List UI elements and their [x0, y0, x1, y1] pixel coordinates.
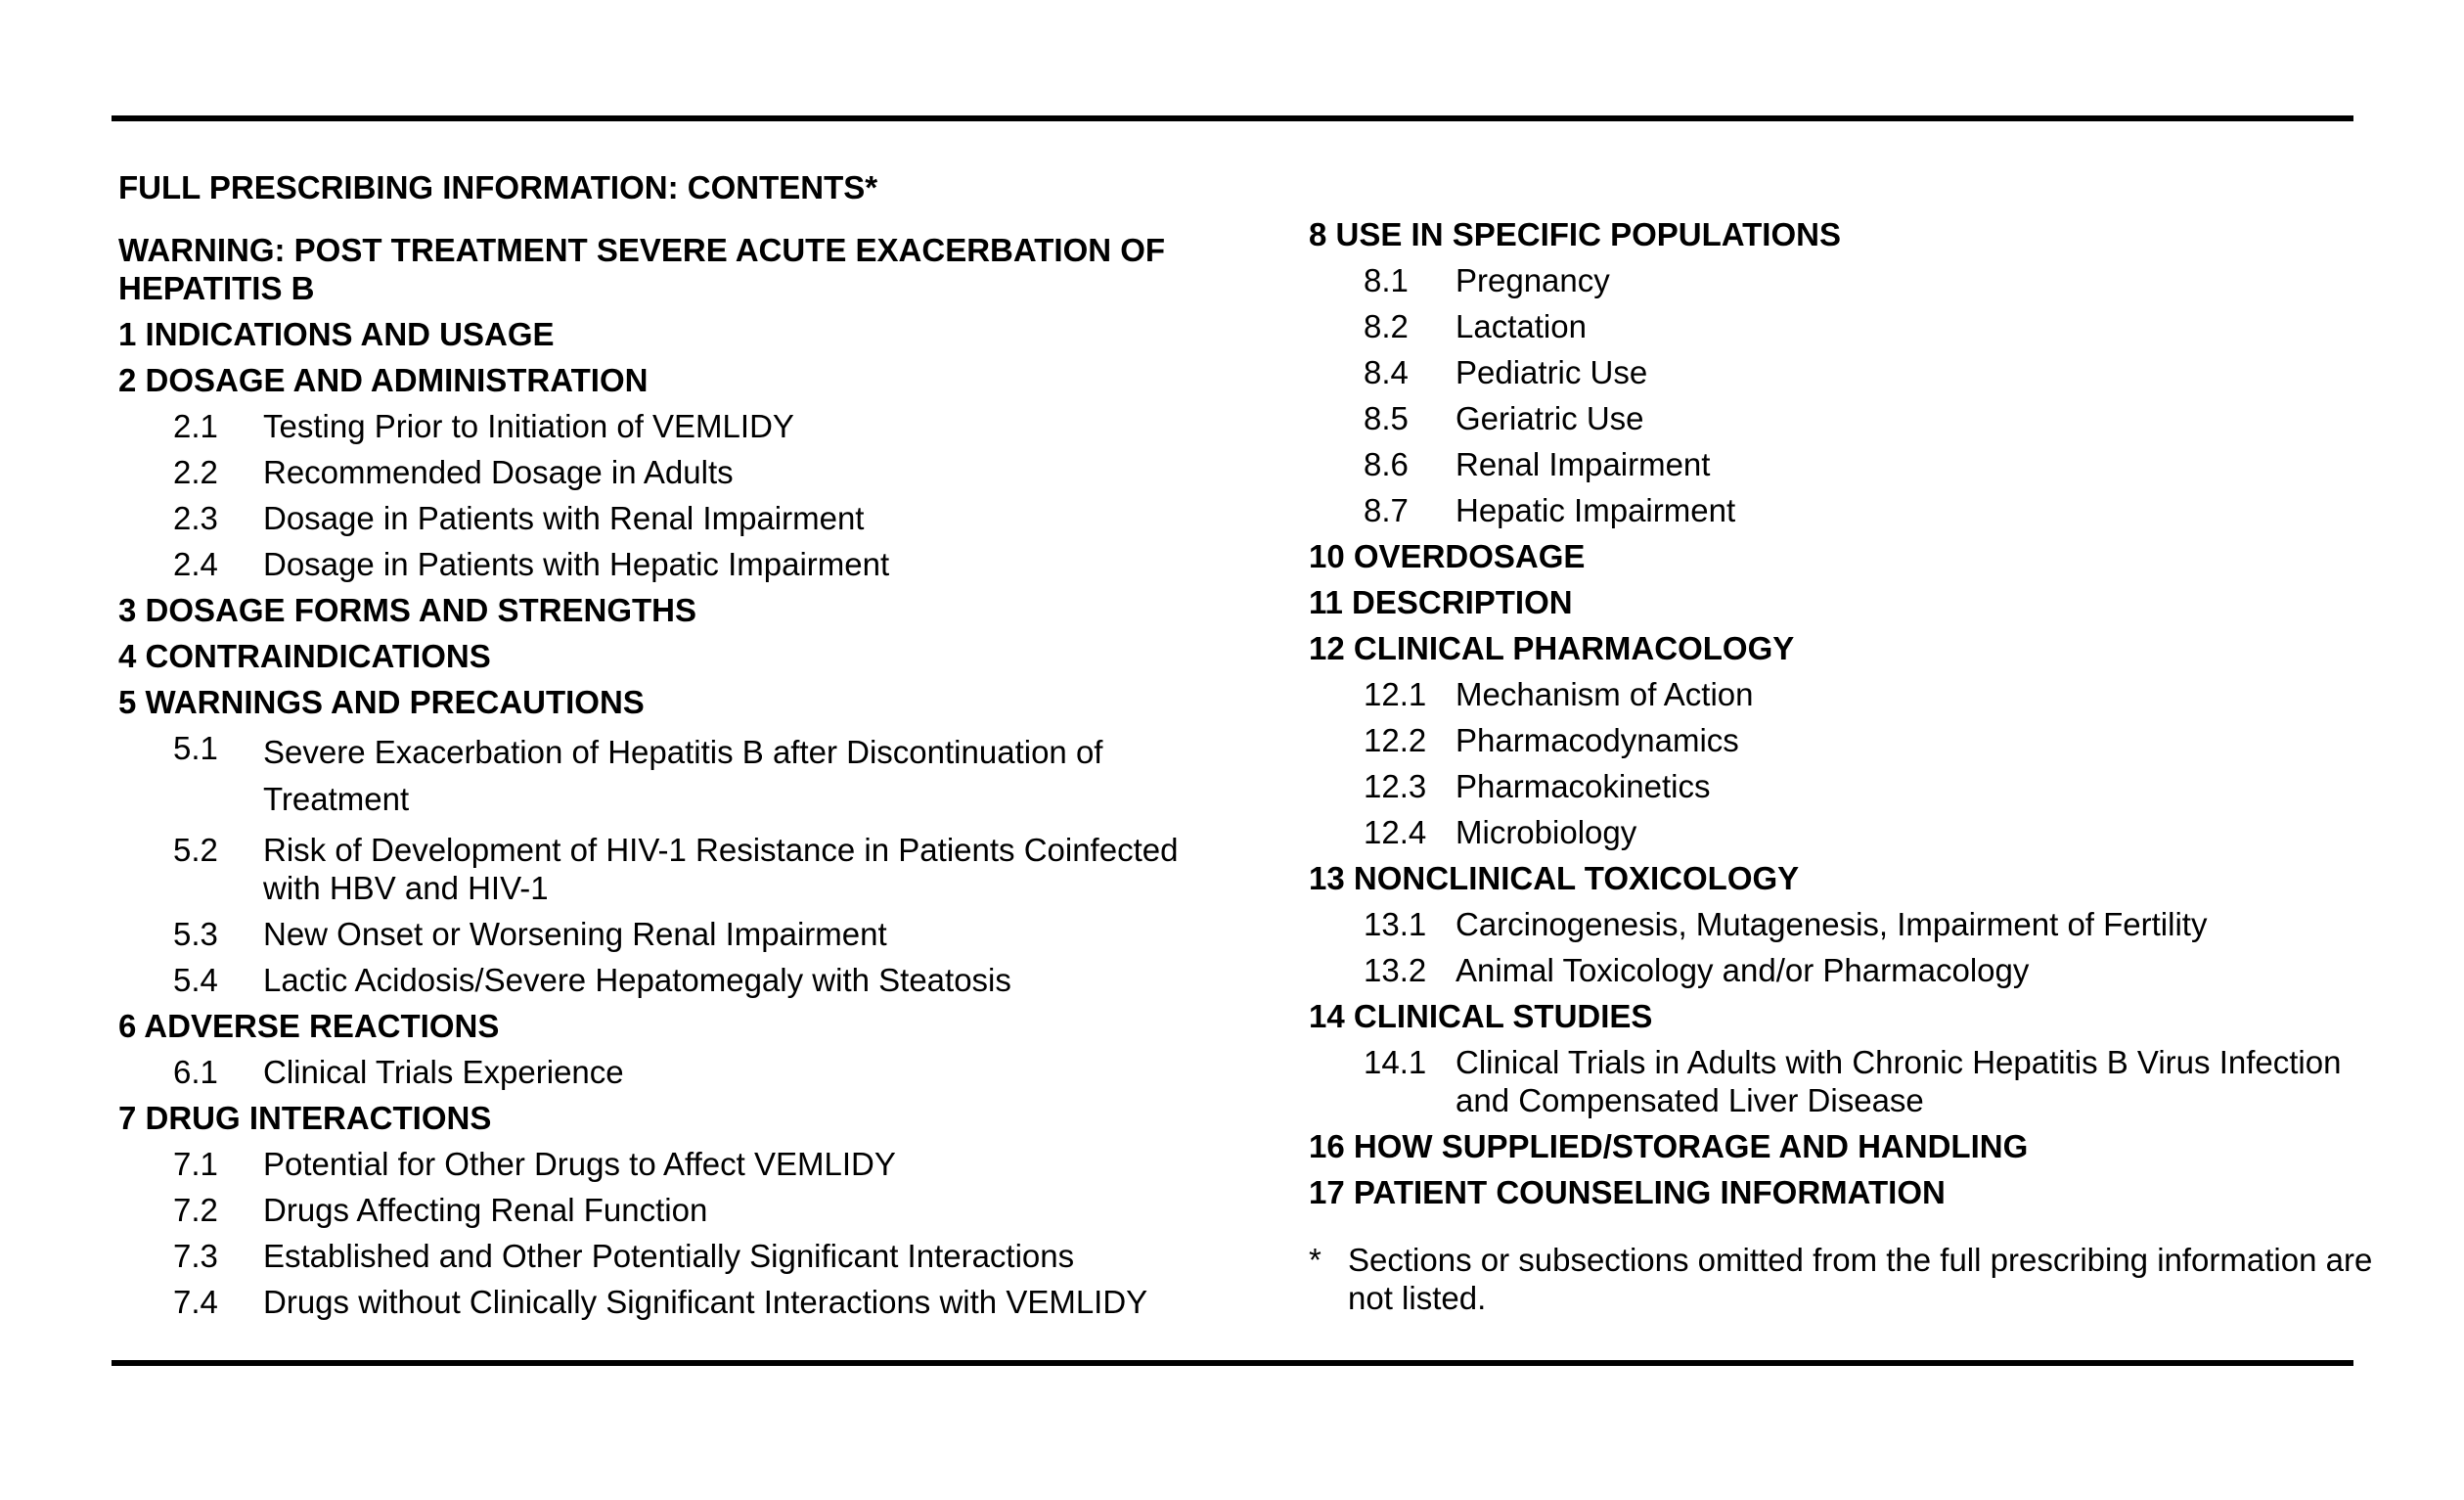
- subsection-number: 8.6: [1364, 446, 1409, 482]
- section-label: 16 HOW SUPPLIED/STORAGE AND HANDLING: [1309, 1128, 2029, 1164]
- subsection-label: Lactation: [1456, 308, 1587, 344]
- toc-subsection[interactable]: [1309, 813, 2395, 851]
- toc-section[interactable]: [118, 361, 1233, 399]
- toc-subsection[interactable]: [1309, 307, 2395, 345]
- subsection-number: 8.1: [1364, 262, 1409, 298]
- subsection-number: 12.1: [1364, 676, 1427, 712]
- toc-section[interactable]: [1309, 1173, 2395, 1211]
- toc-subsection[interactable]: [1309, 767, 2395, 805]
- subsection-number: 13.1: [1364, 906, 1427, 942]
- subsection-label: Geriatric Use: [1456, 400, 1644, 436]
- toc-subsection[interactable]: [1309, 353, 2395, 391]
- section-label: 13 NONCLINICAL TOXICOLOGY: [1309, 860, 1800, 896]
- toc-section[interactable]: [1309, 1127, 2395, 1165]
- toc-subsection[interactable]: [118, 453, 1233, 491]
- subsection-number: 8.7: [1364, 492, 1409, 528]
- toc-section[interactable]: [118, 1099, 1233, 1137]
- toc-section[interactable]: [1309, 629, 2395, 667]
- subsection-label: Pregnancy: [1456, 262, 1610, 298]
- section-label: 2 DOSAGE AND ADMINISTRATION: [118, 362, 649, 398]
- subsection-number: 8.2: [1364, 308, 1409, 344]
- subsection-label: Established and Other Potentially Significant Interactions: [263, 1238, 1075, 1274]
- subsection-number: 2.2: [173, 454, 218, 490]
- toc-subsection[interactable]: [118, 831, 1233, 907]
- subsection-label: Drugs without Clinically Significant Interactions with VEMLIDY: [263, 1284, 1148, 1320]
- toc-section[interactable]: [118, 315, 1233, 353]
- subsection-number: 6.1: [173, 1054, 218, 1090]
- toc-section[interactable]: [1309, 859, 2395, 897]
- toc-section[interactable]: [118, 231, 1233, 307]
- section-label: 10 OVERDOSAGE: [1309, 538, 1586, 574]
- section-label: 7 DRUG INTERACTIONS: [118, 1100, 492, 1136]
- subsection-number: 13.2: [1364, 952, 1427, 988]
- toc-subsection[interactable]: [1309, 1043, 2395, 1119]
- subsection-label: Clinical Trials Experience: [263, 1054, 624, 1090]
- toc-subsection[interactable]: [118, 499, 1233, 537]
- subsection-number: 7.2: [173, 1192, 218, 1228]
- subsection-label: Pharmacokinetics: [1456, 768, 1711, 804]
- subsection-label: Recommended Dosage in Adults: [263, 454, 734, 490]
- section-label: 11 DESCRIPTION: [1309, 584, 1573, 620]
- toc-subsection[interactable]: [1309, 445, 2395, 483]
- subsection-label: Lactic Acidosis/Severe Hepatomegaly with Steatosis: [263, 962, 1011, 998]
- toc-section[interactable]: [118, 591, 1233, 629]
- toc-right-column: [1309, 215, 2395, 1317]
- toc-subsection[interactable]: [1309, 399, 2395, 437]
- subsection-number: 2.1: [173, 408, 218, 444]
- toc-subsection[interactable]: [1309, 905, 2395, 943]
- toc-section[interactable]: [1309, 583, 2395, 621]
- subsection-label: Risk of Development of HIV-1 Resistance in Patients Coinfected with HBV and HIV-1: [263, 832, 1179, 906]
- toc-subsection[interactable]: [1309, 721, 2395, 759]
- subsection-number: 7.1: [173, 1146, 218, 1182]
- section-label: 8 USE IN SPECIFIC POPULATIONS: [1309, 216, 1841, 252]
- subsection-number: 12.2: [1364, 722, 1427, 758]
- toc-section[interactable]: [118, 683, 1233, 721]
- toc-subsection[interactable]: [1309, 675, 2395, 713]
- subsection-label: Clinical Trials in Adults with Chronic Hepatitis B Virus Infection and Compensated Liver Disease: [1456, 1044, 2342, 1118]
- section-label: 4 CONTRAINDICATIONS: [118, 638, 491, 674]
- subsection-label: Pharmacodynamics: [1456, 722, 1739, 758]
- toc-subsection[interactable]: [118, 545, 1233, 583]
- footnote-text: Sections or subsections omitted from the full prescribing information are not listed.: [1348, 1242, 2373, 1316]
- section-label: 12 CLINICAL PHARMACOLOGY: [1309, 630, 1795, 666]
- subsection-label: Carcinogenesis, Mutagenesis, Impairment of Fertility: [1456, 906, 2208, 942]
- footnote: [1309, 1241, 2395, 1317]
- section-label: 3 DOSAGE FORMS AND STRENGTHS: [118, 592, 696, 628]
- subsection-label: Dosage in Patients with Renal Impairment: [263, 500, 865, 536]
- subsection-label: Animal Toxicology and/or Pharmacology: [1456, 952, 2030, 988]
- section-label: 6 ADVERSE REACTIONS: [118, 1008, 500, 1044]
- toc-subsection[interactable]: [118, 1283, 1233, 1321]
- toc-subsection[interactable]: [118, 729, 1233, 823]
- bottom-rule: [112, 1360, 2353, 1366]
- toc-subsection[interactable]: [118, 1145, 1233, 1183]
- subsection-number: 5.1: [173, 730, 218, 766]
- subsection-label: Potential for Other Drugs to Affect VEMLIDY: [263, 1146, 896, 1182]
- subsection-number: 8.5: [1364, 400, 1409, 436]
- subsection-number: 14.1: [1364, 1044, 1427, 1080]
- subsection-label: Testing Prior to Initiation of VEMLIDY: [263, 408, 794, 444]
- page-title: FULL PRESCRIBING INFORMATION: CONTENTS*: [118, 169, 878, 205]
- subsection-number: 7.4: [173, 1284, 218, 1320]
- toc-subsection[interactable]: [118, 915, 1233, 953]
- subsection-label: Dosage in Patients with Hepatic Impairment: [263, 546, 890, 582]
- footnote-mark: *: [1309, 1242, 1322, 1278]
- subsection-label: Hepatic Impairment: [1456, 492, 1736, 528]
- section-label: 14 CLINICAL STUDIES: [1309, 998, 1653, 1034]
- subsection-number: 5.3: [173, 916, 218, 952]
- subsection-number: 2.4: [173, 546, 218, 582]
- top-rule: [112, 115, 2353, 121]
- toc-left-column: [118, 168, 1233, 1329]
- subsection-label: Mechanism of Action: [1456, 676, 1754, 712]
- toc-subsection[interactable]: [118, 961, 1233, 999]
- section-label: WARNING: POST TREATMENT SEVERE ACUTE EXACERBATION OF HEPATITIS B: [118, 232, 1166, 306]
- subsection-label: Severe Exacerbation of Hepatitis B after Discontinuation of Treatment: [263, 734, 1103, 817]
- subsection-number: 2.3: [173, 500, 218, 536]
- subsection-number: 8.4: [1364, 354, 1409, 390]
- subsection-label: New Onset or Worsening Renal Impairment: [263, 916, 887, 952]
- toc-subsection[interactable]: [1309, 951, 2395, 989]
- subsection-number: 12.3: [1364, 768, 1427, 804]
- subsection-label: Drugs Affecting Renal Function: [263, 1192, 708, 1228]
- subsection-number: 7.3: [173, 1238, 218, 1274]
- subsection-label: Microbiology: [1456, 814, 1637, 850]
- toc-subsection[interactable]: [1309, 491, 2395, 529]
- toc-section[interactable]: [118, 637, 1233, 675]
- section-label: 5 WARNINGS AND PRECAUTIONS: [118, 684, 645, 720]
- subsection-number: 12.4: [1364, 814, 1427, 850]
- toc-section[interactable]: [118, 1007, 1233, 1045]
- toc-section[interactable]: [1309, 215, 2395, 253]
- subsection-number: 5.4: [173, 962, 218, 998]
- section-label: 17 PATIENT COUNSELING INFORMATION: [1309, 1174, 1946, 1210]
- subsection-label: Renal Impairment: [1456, 446, 1711, 482]
- toc-subsection[interactable]: [118, 407, 1233, 445]
- subsection-number: 5.2: [173, 832, 218, 868]
- subsection-label: Pediatric Use: [1456, 354, 1648, 390]
- toc-section[interactable]: [1309, 997, 2395, 1035]
- toc-section[interactable]: [1309, 537, 2395, 575]
- toc-subsection[interactable]: [118, 1191, 1233, 1229]
- toc-subsection[interactable]: [1309, 261, 2395, 299]
- toc-subsection[interactable]: [118, 1237, 1233, 1275]
- section-label: 1 INDICATIONS AND USAGE: [118, 316, 555, 352]
- toc-subsection[interactable]: [118, 1053, 1233, 1091]
